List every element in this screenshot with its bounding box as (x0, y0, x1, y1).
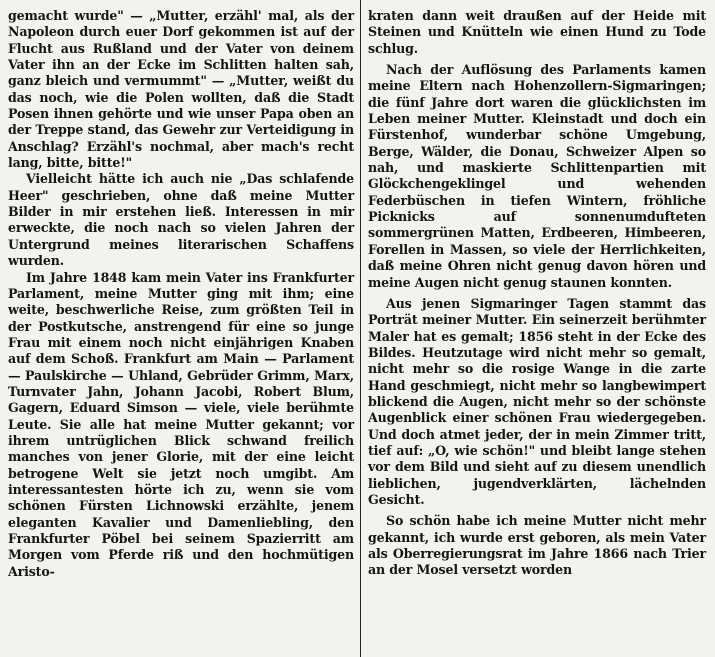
paragraph: So schön habe ich meine Mutter nicht mehr gekannt, ich wurde erst geboren, als mein Vater als Oberregierungsrat im Jahre 1866 nach Trier an der Mosel versetzt worden (368, 513, 706, 578)
paragraph: Nach der Auflösung des Parlaments kamen meine Eltern nach Hohenzollern-Sigmaringen; die fünf Jahre dort waren die glücklichsten im Leben meiner Mutter. Kleinstadt und doch ein Fürstenhof, wunderbar schöne Umgebung, Berge, Wälder, die Donau, Schweizer Alpen so nah, und maskierte Schlittenpartien mit Glöckchengeklingel und wehenden Federbüschen in tiefen Wintern, fröhliche Picknicks auf sonnenumdufteten sommergrünen Matten, Erdbeeren, Himbeeren, Forellen in Massen, so viele der Herrlichkeiten, daß meine Ohren nicht genug davon hören und meine Augen nicht genug staunen konnten. (368, 62, 706, 290)
paragraph: Im Jahre 1848 kam mein Vater ins Frankfurter Parlament, meine Mutter ging mit ihm; eine weite, beschwerliche Reise, zum größten Teil in der Postkutsche, anstrengend für eine so junge Frau mit einem noch nicht einjährigen Knaben auf dem Schoß. Frankfurt am Main — Parlament — Paulskirche — Uhland, Gebrüder Grimm, Marx, Turnvater Jahn, Johann Jacobi, Robert Blum, Gagern, Eduard Simson — viele, viele berühmte Leute. Sie alle hat meine Mutter gekannt; vor ihrem untrüglichen Blick schwand freilich manches von jener Glorie, mit der eine leicht betrogene Welt sie jetzt noch umgibt. Am interessantesten hörte ich zu, wenn sie vom schönen Fürsten Lichnowski erzählte, jenem eleganten Kavalier und Damenliebling, den Frankfurter Pöbel bei seinem Spazierritt am Morgen vom Pferde riß und den hochmütigen Aristo- (8, 269, 354, 579)
paragraph: gemacht wurde" — „Mutter, erzähl' mal, als der Napoleon durch euer Dorf gekommen ist auf der Flucht aus Rußland und der Vater von deinem Vater ihn an der Ecke im Schlitten halten sah, ganz bleich und vermummt" — „Mutter, weißt du das noch, wie die Polen wollten, daß die Stadt Posen ihnen gehörte und wie unser Papa oben an der Treppe stand, das Gewehr zur Verteidigung in Anschlag? Erzähl's nochmal, aber mach's recht lang, bitte, bitte!" (8, 8, 354, 171)
paragraph: kraten dann weit draußen auf der Heide mit Steinen und Knütteln wie einen Hund zu Tode schlug. (368, 8, 706, 56)
paragraph: Vielleicht hätte ich auch nie „Das schlafende Heer" geschrieben, ohne daß meine Mutter Bilder in mir erstehen ließ. Interessen in mir erweckte, die noch nach so vielen Jahren der Untergrund meines literarischen Schaffens wurden. (8, 171, 354, 269)
column-divider (360, 0, 361, 657)
paragraph: Aus jenen Sigmaringer Tagen stammt das Porträt meiner Mutter. Ein seinerzeit berühmter Maler hat es gemalt; 1856 steht in der Ecke des Bildes. Heutzutage wird nicht mehr so gemalt, nicht mehr so die rosige Wange in die zarte Hand geschmiegt, nicht mehr so langbewimpert blickend die Augen, nicht mehr so der schönste Augenblick einer schönen Frau wiedergegeben. Und doch atmet jeder, der in mein Zimmer tritt, tief auf: „O, wie schön!" und bleibt lange stehen vor dem Bild und sieht auf zu diesem unendlich lieblichen, jugendverklärten, lächelnden Gesicht. (368, 295, 706, 507)
left-column (8, 8, 354, 580)
right-column (368, 8, 706, 579)
